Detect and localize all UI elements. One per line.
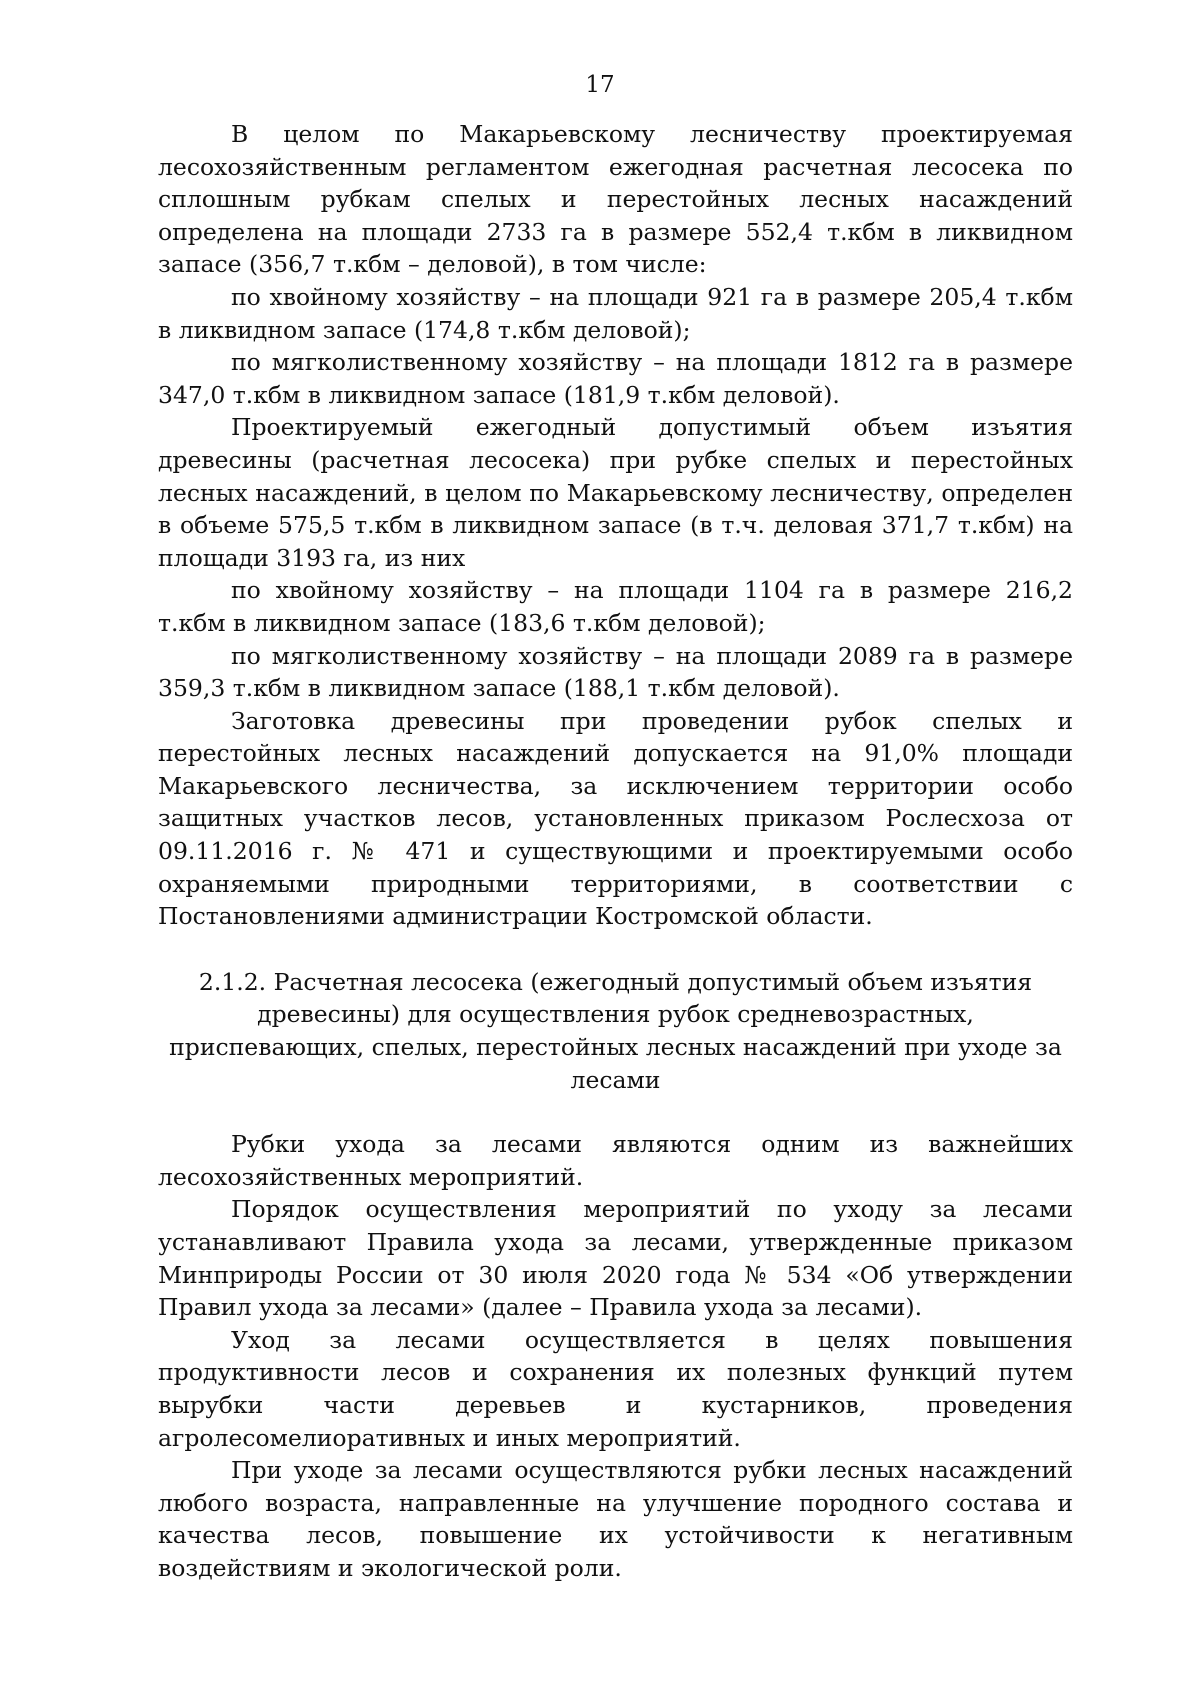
paragraph-coniferous-volume: по хвойному хозяйству – на площади 1104 га в размере 216,2 т.кбм в ликвидном запасе (183,6 т.кбм деловой); [158, 576, 1073, 637]
paragraph-harvesting-area: Заготовка древесины при проведении рубок спелых и перестойных лесных насаждений допускается на 91,0% площади Макарьевского лесничества, за исключением территории особо защитных участков лесов, установленных приказом Рослесхоза от 09.11.2016 г. № 471 и существующими и проектируемыми особо охраняемыми природными территориями, в соответствии с Постановлениями администрации Костромской области. [158, 706, 1073, 931]
paragraph-care-purpose: Уход за лесами осуществляется в целях повышения продуктивности лесов и сохранения их полезных функций путем вырубки части деревьев и кустарников, проведения агролесомелиоративных и иных мероприятий. [158, 1325, 1073, 1452]
paragraph-allowable-volume: Проектируемый ежегодный допустимый объем изъятия древесины (расчетная лесосека) при рубке спелых и перестойных лесных насаждений, в целом по Макарьевскому лесничеству, определен в объеме 575,5 т.кбм в ликвидном запасе (в т.ч. деловая 371,7 т.кбм) на площади 3193 га, из них [158, 413, 1073, 572]
document-body [158, 118, 1073, 1585]
page-number: 17 [585, 72, 615, 98]
section-heading: 2.1.2. Расчетная лесосека (ежегодный допустимый объем изъятия древесины) для осуществления рубок средневозрастных, приспевающих, спелых, перестойных лесных насаждений при уходе за лесами [169, 967, 1062, 1094]
paragraph-softwood-clearcut: по мягколиственному хозяйству – на площади 1812 га в размере 347,0 т.кбм в ликвидном запасе (181,9 т.кбм деловой). [158, 348, 1073, 409]
paragraph-care-cuttings: Рубки ухода за лесами являются одним из важнейших лесохозяйственных мероприятий. [158, 1130, 1073, 1191]
paragraph-care-rules: Порядок осуществления мероприятий по уходу за лесами устанавливают Правила ухода за лесами, утвержденные приказом Минприроды России от 30 июля 2020 года № 534 «Об утверждении Правил ухода за лесами» (далее – Правила ухода за лесами). [158, 1195, 1073, 1322]
paragraph-total-clearcut: В целом по Макарьевскому лесничеству проектируемая лесохозяйственным регламентом ежегодная расчетная лесосека по сплошным рубкам спелых и перестойных лесных насаждений определена на площади 2733 га в размере 552,4 т.кбм в ликвидном запасе (356,7 т.кбм – деловой), в том числе: [158, 120, 1073, 279]
paragraph-care-cutting-types: При уходе за лесами осуществляются рубки лесных насаждений любого возраста, направленные на улучшение породного состава и качества лесов, повышение их устойчивости к негативным воздействиям и экологической роли. [158, 1456, 1073, 1582]
paragraph-coniferous-clearcut: по хвойному хозяйству – на площади 921 га в размере 205,4 т.кбм в ликвидном запасе (174,8 т.кбм деловой); [158, 282, 1073, 344]
paragraph-softwood-volume: по мягколиственному хозяйству – на площади 2089 га в размере 359,3 т.кбм в ликвидном запасе (188,1 т.кбм деловой). [158, 641, 1073, 703]
